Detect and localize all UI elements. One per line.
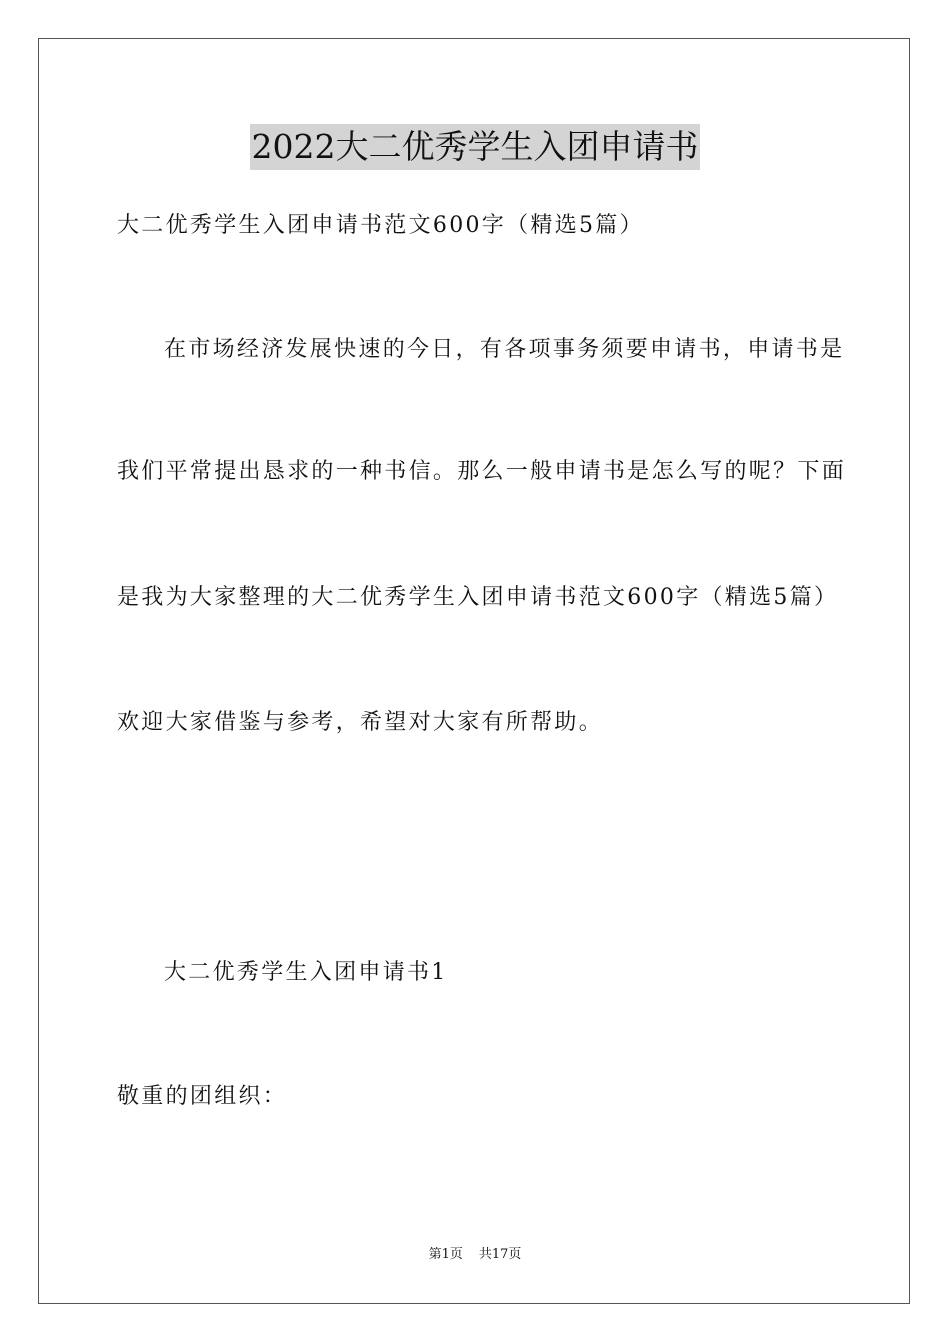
document-subtitle: 大二优秀学生入团申请书范文600字（精选5篇） (117, 213, 644, 238)
intro-line-4: 欢迎大家借鉴与参考，希望对大家有所帮助。 (117, 710, 604, 735)
page-footer (0, 1246, 950, 1264)
document-title: 2022大二优秀学生入团申请书 (250, 124, 701, 170)
intro-line-1: 在市场经济发展快速的今日，有各项事务须要申请书，申请书是 (164, 337, 845, 362)
title-container (0, 124, 950, 170)
intro-line-3: 是我为大家整理的大二优秀学生入团申请书范文600字（精选5篇） (117, 585, 839, 610)
salutation: 敬重的团组织： (117, 1084, 288, 1109)
section-heading: 大二优秀学生入团申请书1 (164, 960, 448, 985)
page-total: 共17页 (478, 1247, 522, 1262)
page-number: 第1页 (428, 1247, 463, 1262)
intro-line-2: 我们平常提出恳求的一种书信。那么一般申请书是怎么写的呢？下面 (117, 459, 847, 484)
